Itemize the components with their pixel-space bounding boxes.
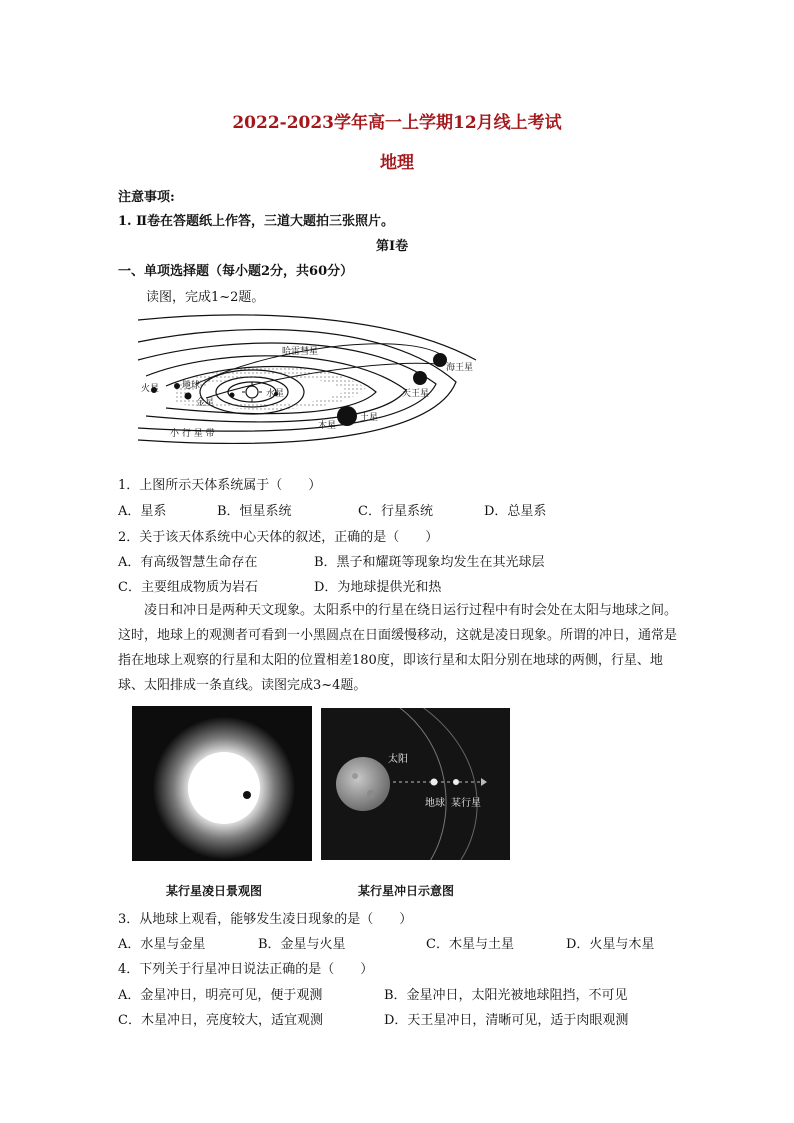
transit-photo xyxy=(132,706,312,861)
earth-dot-icon xyxy=(431,779,438,786)
subject-title: 地理 xyxy=(380,153,414,173)
label-neptune: 海王星 xyxy=(446,363,474,373)
q4-option-a: A．金星冲日，明亮可见，便于观测 xyxy=(118,988,323,1003)
q2-option-a: A．有高级智慧生命存在 xyxy=(118,555,258,570)
passage-text: 凌日和冲日是两种天文现象。太阳系中的行星在绕日运行过程中有时会处在太阳与地球之间。这时，地球上的观测者可看到一小黑圆点在日面缓慢移动，这就是凌日现象。所谓的冲日，通常是指在地球上观察的行星和太阳的位置相差180度，即该行星和太阳分别在地球的两侧，行星、地球、太阳排成一条直线。读图完成3~4题。 xyxy=(118,603,678,693)
notice-item: 1. Ⅱ卷在答题纸上作答，三道大题拍三张照片。 xyxy=(118,214,395,229)
q4-option-c: C．木星冲日，亮度较大，适宜观测 xyxy=(118,1013,323,1028)
q2-option-c: C．主要组成物质为岩石 xyxy=(118,580,258,595)
opposition-diagram xyxy=(321,708,510,860)
label-earth: 地球 xyxy=(182,381,201,391)
q4-option-d: D．天王星冲日，清晰可见，适于肉眼观测 xyxy=(384,1013,629,1028)
q1-stem: 1．上图所示天体系统属于（ ） xyxy=(118,478,322,493)
q3-option-b: B．金星与火星 xyxy=(258,937,346,952)
sun-ball-icon xyxy=(336,757,390,811)
planet-dot-icon xyxy=(243,791,251,799)
label-uranus: 天王星 xyxy=(402,389,430,399)
q4-stem: 4．下列关于行星冲日说法正确的是（ ） xyxy=(118,962,374,977)
label-sun: 太阳 xyxy=(388,754,408,765)
notice-heading: 注意事项: xyxy=(118,190,175,205)
q1-option-b: B．恒星系统 xyxy=(217,504,292,519)
q3-option-a: A．水星与金星 xyxy=(118,937,206,952)
transit-caption: 某行星凌日景观图 xyxy=(166,884,263,898)
volume-heading: 第Ⅰ卷 xyxy=(376,239,409,254)
q2-stem: 2．关于该天体系统中心天体的叙述，正确的是（ ） xyxy=(118,530,439,545)
exam-title: 2022-2023学年高一上学期12月线上考试 xyxy=(232,113,562,133)
section-heading: 一、单项选择题（每小题2分，共60分） xyxy=(118,264,354,279)
q1-option-d: D．总星系 xyxy=(484,504,547,519)
q4-option-b: B．金星冲日，太阳光被地球阻挡，不可见 xyxy=(384,988,628,1003)
q3-option-c: C．木星与土星 xyxy=(426,937,514,952)
label-earth-photo: 地球 xyxy=(425,798,445,809)
label-saturn: 土星 xyxy=(360,413,379,423)
planet-dot-icon xyxy=(453,779,459,785)
opposition-caption: 某行星冲日示意图 xyxy=(358,884,455,898)
q3-stem: 3．从地球上观看，能够发生凌日现象的是（ ） xyxy=(118,912,413,927)
label-jupiter: 木星 xyxy=(318,421,337,431)
sun-icon xyxy=(242,382,262,402)
label-venus: 金星 xyxy=(196,398,215,408)
q2-option-d: D．为地球提供光和热 xyxy=(314,580,442,595)
label-halley: 哈雷彗星 xyxy=(282,347,319,357)
q1-option-c: C．行星系统 xyxy=(358,504,433,519)
label-mercury: 水星 xyxy=(266,389,285,399)
q3-option-d: D．火星与木星 xyxy=(566,937,655,952)
label-mars: 火星 xyxy=(141,384,160,394)
q2-option-b: B．黑子和耀斑等现象均发生在其光球层 xyxy=(314,555,545,570)
label-planet-photo: 某行星 xyxy=(451,798,481,809)
instruction-1-2: 读图，完成1~2题。 xyxy=(146,290,265,305)
q1-option-a: A．星系 xyxy=(118,504,167,519)
solar-system-diagram xyxy=(136,312,492,462)
label-asteroid-belt: 小 行 星 带 xyxy=(170,429,215,439)
